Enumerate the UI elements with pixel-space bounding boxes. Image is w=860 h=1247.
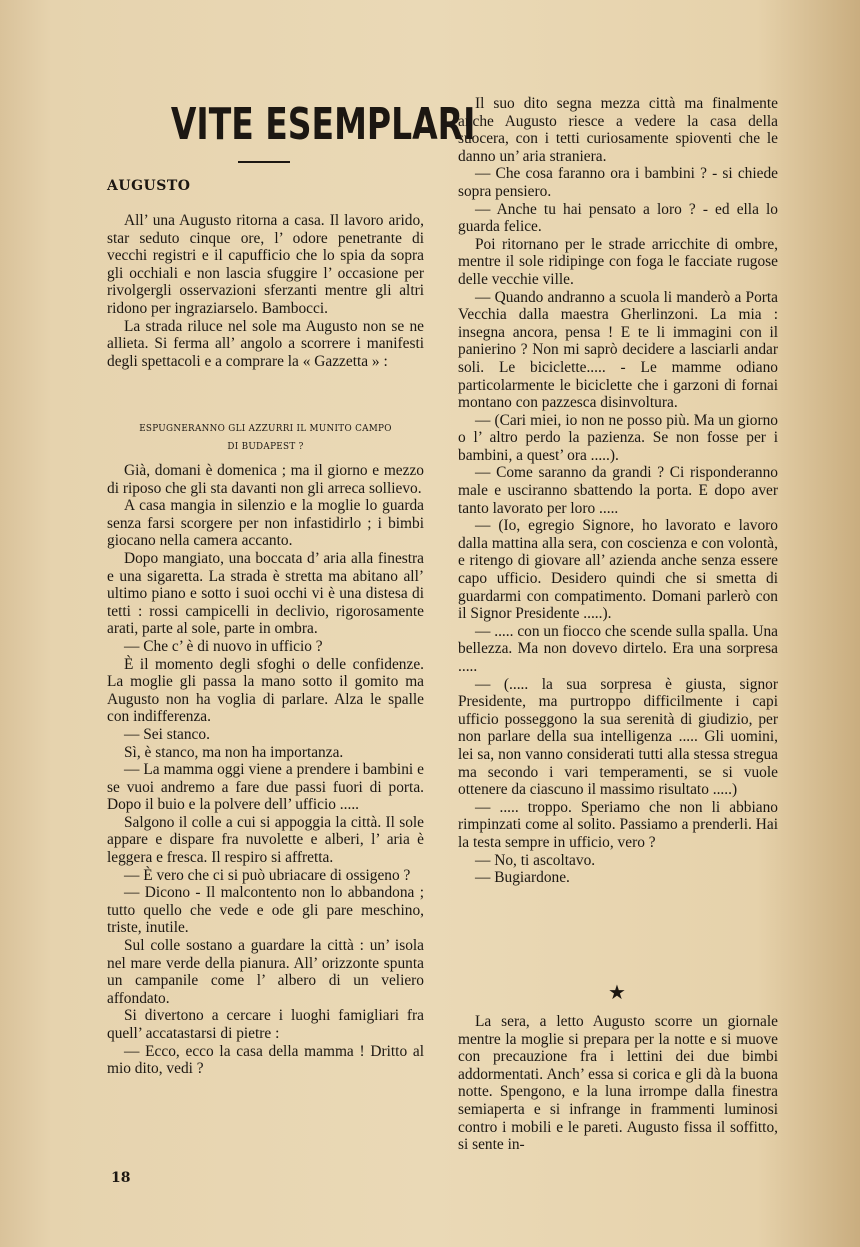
right-column <box>458 95 778 887</box>
newspaper-headline <box>107 420 424 456</box>
paragraph: — (..... la sua sorpresa è giusta, signor Presidente, ma purtroppo difficilmente i capi ufficio posseggono la sua serenità di giudizio, per non parlare della sua intelligenza ..... Gli uomini, lei sa, non vanno considerati tutti alla stessa stregua ma secondo i vari temperamenti, se si vuole ottenere da ciascuno il massimo risultato .....) <box>458 675 778 799</box>
title-rule <box>238 161 290 163</box>
paragraph: — Anche tu hai pensato a loro ? - ed ella lo guarda felice. <box>458 200 778 236</box>
page-title: VITE ESEMPLARI <box>170 99 476 150</box>
paragraph: Sì, è stanco, ma non ha importanza. <box>124 743 344 761</box>
paragraph: — Come saranno da grandi ? Ci risponderanno male e usciranno sbattendo la porta. E dopo aver tanto lavorato per loro ..... <box>458 464 778 517</box>
page-number: 18 <box>111 1170 131 1186</box>
paragraph: Poi ritornano per le strade arricchite di ombre, mentre il sole ridipinge con foga le facciate rugose delle vecchie ville. <box>458 235 778 288</box>
paragraph: — Ecco, ecco la casa della mamma ! Dritto al mio dito, vedi ? <box>107 1042 424 1078</box>
paragraph: — Che cosa faranno ora i bambini ? - si chiede sopra pensiero. <box>458 165 778 200</box>
paragraph: Si divertono a cercare i luoghi famigliari fra quell’ accatastarsi di pietre : <box>107 1007 424 1042</box>
paragraph: — Sei stanco. <box>124 725 210 743</box>
paragraph: Dopo mangiato, una boccata d’ aria alla finestra e una sigaretta. La strada è stretta ma abitano all’ ultimo piano e sotto i suoi occhi vi è una distesa di tetti : rossi campicelli in declivio, rigorosamente arati, parte al sole, parte in ombra. <box>107 549 424 638</box>
closing-paragraph-block <box>458 1013 778 1154</box>
paragraph: — (Io, egregio Signore, ho lavorato e lavoro dalla mattina alla sera, con coscienza e con volontà, e ritengo di giovare all’ azienda anche senza essere capo ufficio. Desidero quindi che si smetta di guardarmi con compatimento. Domani parlerò con il Signor Presidente .....). <box>458 517 778 623</box>
paragraph: — ..... con un fiocco che scende sulla spalla. Una bellezza. Ma non dovevo dirtelo. Era una sorpresa ..... <box>458 622 779 675</box>
paragraph: — No, ti ascoltavo. <box>475 851 596 869</box>
paragraph: All’ una Augusto ritorna a casa. Il lavoro arido, star seduto cinque ore, l’ odore penetrante di vecchi registri e il capufficio che lo spia da sopra gli occhiali e non lascia sfuggire l’ occasione per rivolgergli osservazioni sferzanti mentre gli altri ridono per ingraziarselo. Bambocci. <box>107 212 424 317</box>
paragraph: — ..... troppo. Speriamo che non li abbiano rimpinzati come al solito. Passiamo a prenderli. Hai la testa sempre in ufficio, vero ? <box>458 798 778 851</box>
headline-line: DI BUDAPEST ? <box>227 442 304 452</box>
star-separator-icon: ★ <box>608 980 626 1004</box>
paragraph: — Dicono - Il malcontento non lo abbandona ; tutto quello che vede e ode gli pare meschino, triste, inutile. <box>107 884 424 937</box>
paragraph: Il suo dito segna mezza città ma finalmente anche Augusto riesce a vedere la casa della suocera, con i tetti curiosamente spioventi che le danno un’ aria straniera. <box>458 95 778 165</box>
paragraph: — (Cari miei, io non ne posso più. Ma un giorno o l’ altro perdo la pazienza. Se non fosse per i bambini, a quest’ ora .....). <box>458 411 778 464</box>
paragraph: — È vero che ci si può ubriacare di ossigeno ? <box>124 866 411 884</box>
paragraph: — Che c’ è di nuovo in ufficio ? <box>124 637 323 655</box>
paragraph: La strada riluce nel sole ma Augusto non se ne allieta. Si ferma all’ angolo a scorrere i manifesti degli spettacoli e a comprare la « Gazzetta » : <box>107 317 424 370</box>
paragraph: — La mamma oggi viene a prendere i bambini e se vuoi andremo a fare due passi fuori di porta. Dopo il buio e la polvere dell’ ufficio ..... <box>107 761 424 814</box>
headline-line: ESPUGNERANNO GLI AZZURRI IL MUNITO CAMPO <box>139 424 392 434</box>
paragraph: Salgono il colle a cui si appoggia la città. Il sole appare e dispare fra nuvolette e alberi, l’ aria è leggera e fresca. Il respiro si affretta. <box>107 813 424 867</box>
paragraph: Già, domani è domenica ; ma il giorno e mezzo di riposo che gli sta davanti non gli arreca sollievo. <box>107 462 424 497</box>
paragraph: Sul colle sostano a guardare la città : un’ isola nel mare verde della pianura. All’ orizzonte spunta un campanile come l’ albero di un veliero affondato. <box>107 937 424 1007</box>
paragraph: È il momento degli sfoghi o delle confidenze. La moglie gli passa la mano sotto il gomito ma Augusto non ha voglia di parlare. Alza le spalle con indifferenza. <box>107 655 424 726</box>
author-name: AUGUSTO <box>107 178 191 194</box>
paragraph: A casa mangia in silenzio e la moglie lo guarda senza farsi scorgere per non infastidirlo ; i bimbi giocano nella camera accanto. <box>107 497 424 550</box>
paragraph: — Quando andranno a scuola li manderò a Porta Vecchia dalla maestra Gherlinzoni. La mia : insegna ancora, pensa ! E te li immagini con il panierino ? Non mi saprò decidere a lasciarli andar soli. Le biciclette..... - Le mamme odiano particolarmente le biciclette che i garzoni di fornai montano con pazzesca disinvoltura. <box>458 288 778 412</box>
paragraph: — Bugiardone. <box>475 869 570 887</box>
left-column <box>107 212 424 370</box>
left-column-continued <box>107 462 424 1078</box>
paragraph: La sera, a letto Augusto scorre un giornale mentre la moglie si prepara per la notte e si muove con precauzione fra i lettini dei due bimbi addormentati. Anch’ essa si corica e gli dà la buona notte. Spengono, e la luna irrompe dalla finestra semiaperta e si infrange in frammenti luminosi contro i mobili e le pareti. Augusto fissa il soffitto, si sente in- <box>458 1013 778 1154</box>
